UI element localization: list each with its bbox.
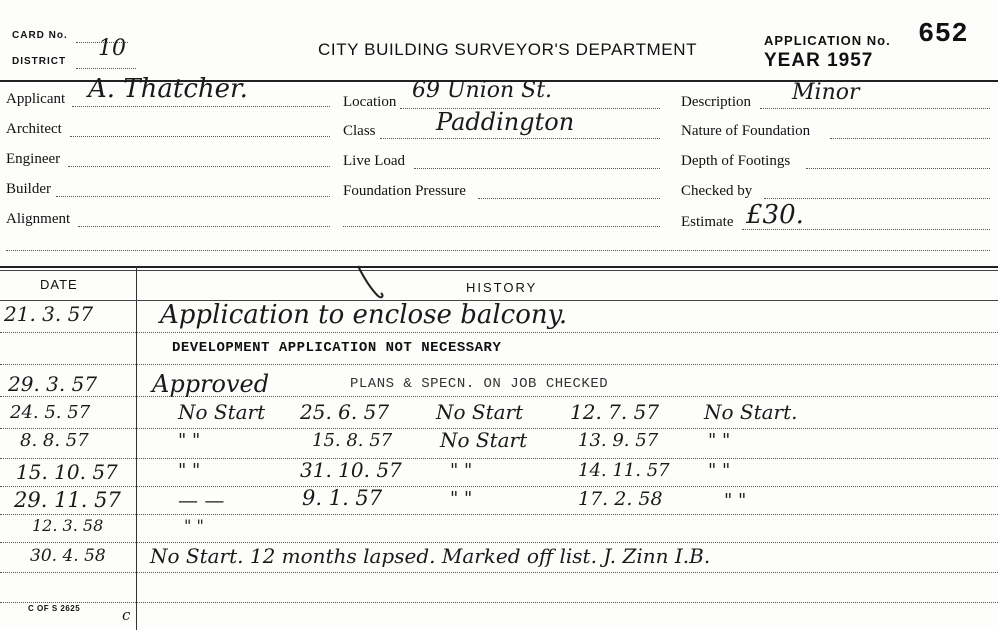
fields-bottom-line <box>6 250 990 251</box>
district-label: DISTRICT <box>12 56 67 67</box>
builder-label: Builder <box>6 181 51 197</box>
row-col1: " " <box>178 460 201 481</box>
foundation-pressure-line <box>478 198 660 199</box>
row-history: Approved <box>152 370 270 398</box>
date-header: DATE <box>40 277 78 292</box>
live-load-label: Live Load <box>343 153 406 169</box>
row-col3: " " <box>708 460 731 481</box>
depth-of-footings-line <box>806 168 990 169</box>
live-load-line <box>414 168 660 169</box>
row-col1: No Start <box>178 400 266 424</box>
plans-checked-stamp: PLANS & SPECN. ON JOB CHECKED <box>350 376 609 392</box>
location-value: 69 Union St. <box>412 78 553 103</box>
description-label: Description <box>681 94 751 110</box>
alignment-line <box>78 226 330 227</box>
location-label: Location <box>343 94 397 110</box>
application-number: 652 <box>918 20 969 50</box>
applicant-label: Applicant <box>6 91 66 107</box>
row-col2: No Start <box>440 428 528 452</box>
estimate-value: £30. <box>746 200 804 230</box>
development-stamp: DEVELOPMENT APPLICATION NOT NECESSARY <box>172 340 502 356</box>
row-history: Application to enclose balcony. <box>160 300 568 330</box>
row-col2: " " <box>450 460 473 481</box>
checked-by-line <box>764 198 990 199</box>
nature-of-foundation-line <box>830 138 990 139</box>
ruled-line <box>0 458 998 459</box>
description-value: Minor <box>792 80 860 105</box>
row-col1: " " <box>178 430 201 451</box>
row-col3: " " <box>708 430 731 451</box>
row-history: No Start. 12 months lapsed. Marked off list. J. Zinn I.B. <box>150 544 711 568</box>
row-date2: 12. 7. 57 <box>570 400 660 424</box>
row-date2: 17. 2. 58 <box>578 488 663 510</box>
ruled-line <box>0 542 998 543</box>
middle-blank-line <box>343 226 660 227</box>
engineer-line <box>68 166 330 167</box>
description-line <box>760 108 990 109</box>
estimate-label: Estimate <box>681 214 734 230</box>
corner-mark: c <box>122 606 131 624</box>
applicant-line <box>72 106 330 107</box>
district-value: 10 <box>98 36 126 61</box>
class-value: Paddington <box>436 108 575 136</box>
row-date: 8. 8. 57 <box>20 430 89 451</box>
row-date: 30. 4. 58 <box>30 546 106 566</box>
nature-of-foundation-label: Nature of Foundation <box>681 123 811 139</box>
ruled-line <box>0 514 998 515</box>
form-code: C OF S 2625 <box>28 604 81 613</box>
row-col3: " " <box>724 490 747 511</box>
row-date2: 14. 11. 57 <box>578 460 670 481</box>
ruled-line <box>0 572 998 573</box>
application-label: APPLICATION No. <box>764 33 891 48</box>
row-date: 29. 3. 57 <box>8 372 98 396</box>
table-top-rule <box>0 266 998 268</box>
architect-line <box>70 136 330 137</box>
ruled-line <box>0 486 998 487</box>
row-col2: No Start <box>436 400 524 424</box>
district-line <box>76 68 136 69</box>
history-header: HISTORY <box>466 280 538 295</box>
architect-label: Architect <box>6 121 62 137</box>
class-line <box>380 138 660 139</box>
department-title: CITY BUILDING SURVEYOR'S DEPARTMENT <box>318 40 698 59</box>
year-label: YEAR 1957 <box>764 50 874 71</box>
row-date1: 31. 10. 57 <box>300 458 402 482</box>
row-date: 15. 10. 57 <box>16 460 118 484</box>
row-date: 21. 3. 57 <box>4 302 94 326</box>
row-col2: " " <box>450 488 473 509</box>
engineer-label: Engineer <box>6 151 61 167</box>
date-column-divider <box>136 266 137 630</box>
builder-line <box>56 196 330 197</box>
row-date: 12. 3. 58 <box>32 516 104 535</box>
pen-stroke-mark <box>354 262 388 302</box>
ruled-line <box>0 332 998 333</box>
ruled-line <box>0 364 998 365</box>
row-date1: 15. 8. 57 <box>312 430 393 451</box>
foundation-pressure-label: Foundation Pressure <box>343 183 466 199</box>
row-date1: 9. 1. 57 <box>302 486 383 510</box>
row-col3: No Start. <box>704 400 798 424</box>
table-top-rule-inner <box>0 270 998 271</box>
row-date2: 13. 9. 57 <box>578 430 659 451</box>
checked-by-label: Checked by <box>681 183 753 199</box>
row-date: 24. 5. 57 <box>10 402 91 423</box>
alignment-label: Alignment <box>6 211 71 227</box>
depth-of-footings-label: Depth of Footings <box>681 153 791 169</box>
card-no-label: CARD No. <box>12 30 68 41</box>
ruled-line <box>0 396 998 397</box>
applicant-value: A. Thatcher. <box>88 74 248 104</box>
row-date: 29. 11. 57 <box>14 488 121 512</box>
row-col1: " " <box>184 516 204 535</box>
row-date1: 25. 6. 57 <box>300 400 390 424</box>
ruled-line <box>0 602 998 603</box>
row-col1: — — <box>178 488 225 512</box>
class-label: Class <box>343 123 376 139</box>
